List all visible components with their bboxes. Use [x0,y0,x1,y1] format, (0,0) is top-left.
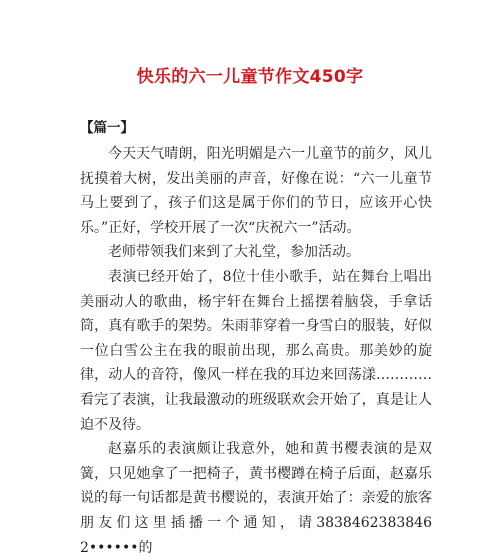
article-body [80,142,432,560]
section-label: 【篇一】 [80,120,134,136]
paragraph-4: 赵嘉乐的表演颇让我意外，她和黄书樱表演的是双簧，只见她拿了一把椅子，黄书樱蹲在椅子后面，赵嘉乐说的每一句话都是黄书樱说的，表演开始了：亲爱的旅客朋友们这里插播一个通知，请3838462383846 2••••••的 [80,441,432,556]
document-title: 快乐的六一儿童节作文450字 [136,67,364,87]
paragraph-2: 老师带领我们来到了大礼堂，参加活动。 [108,244,360,261]
paragraph-3: 表演已经开始了，8位十佳小歌手，站在舞台上唱出美丽动人的歌曲，杨宇轩在舞台上摇摆着脑袋，手拿话筒，真有歌手的架势。朱雨菲穿着一身雪白的服装，好似一位白雪公主在我的眼前出现，那么高贵。那美妙的旋律，动人的音符，像风一样在我的耳边来回荡漾…………看完了表演，让我最激动的班级联欢会开始了，真是让人迫不及待。 [80,268,432,433]
paragraph-1: 今天天气晴朗，阳光明媚是六一儿童节的前夕，风儿抚摸着大树，发出美丽的声音，好像在说：“六一儿童节马上要到了，孩子们这是属于你们的节日，应该开心快乐。”正好，学校开展了一次“庆祝六一”活动。 [80,146,432,236]
